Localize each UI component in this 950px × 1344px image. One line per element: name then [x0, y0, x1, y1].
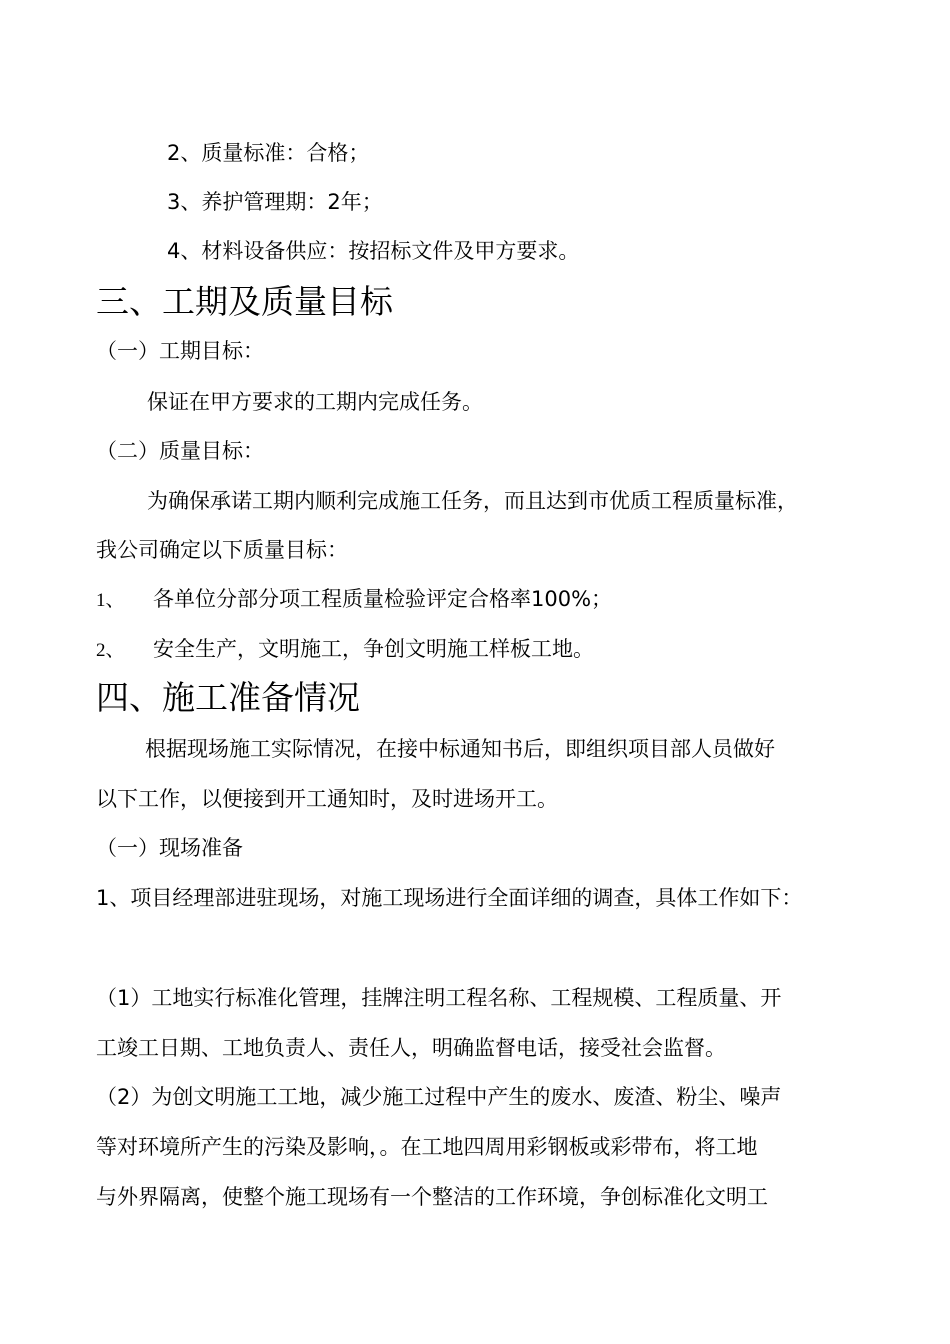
list-marker-1: 1、	[96, 590, 125, 611]
section-heading-4: 四、施工准备情况	[96, 678, 360, 717]
paragraph-quality-line-2: 我公司确定以下质量目标：	[96, 538, 348, 562]
paragraph-item-1-line-1: （1）工地实行标准化管理，挂牌注明工程名称、工程规模、工程质量、开	[96, 986, 782, 1010]
subsection-heading-schedule: （一）工期目标：	[96, 339, 264, 363]
list-item-safety: 安全生产，文明施工，争创文明施工样板工地。	[153, 637, 594, 661]
paragraph-item-1-line-2: 工竣工日期、工地负责人、责任人，明确监督电话，接受社会监督。	[96, 1036, 726, 1060]
section-heading-3: 三、工期及质量目标	[96, 282, 393, 321]
list-item-maintenance-period: 3、养护管理期：2年；	[167, 190, 383, 214]
paragraph-prep-line-1: 根据现场施工实际情况，在接中标通知书后，即组织项目部人员做好	[145, 737, 775, 761]
list-item-material-supply: 4、材料设备供应：按招标文件及甲方要求。	[167, 239, 580, 263]
subsection-heading-quality: （二）质量目标：	[96, 439, 264, 463]
paragraph-prep-line-2: 以下工作，以便接到开工通知时，及时进场开工。	[96, 787, 558, 811]
list-item-pass-rate: 各单位分部分项工程质量检验评定合格率100%；	[153, 587, 613, 611]
paragraph-item-2-line-3: 与外界隔离，使整个施工现场有一个整洁的工作环境，争创标准化文明工	[96, 1185, 768, 1209]
paragraph-item-2-line-1: （2）为创文明施工工地，减少施工过程中产生的废水、废渣、粉尘、噪声	[96, 1085, 782, 1109]
paragraph-item-2-line-2: 等对环境所产生的污染及影响，。在工地四周用彩钢板或彩带布，将工地	[96, 1135, 758, 1159]
list-item-quality-standard: 2、质量标准：合格；	[167, 141, 370, 165]
paragraph-schedule-goal: 保证在甲方要求的工期内完成任务。	[147, 390, 483, 414]
list-marker-2: 2、	[96, 640, 125, 661]
paragraph-quality-line-1: 为确保承诺工期内顺利完成施工任务，而且达到市优质工程质量标准，	[147, 489, 798, 513]
subsection-heading-site: （一）现场准备	[96, 836, 243, 860]
paragraph-site-survey: 1、项目经理部进驻现场，对施工现场进行全面详细的调查，具体工作如下：	[96, 886, 803, 910]
